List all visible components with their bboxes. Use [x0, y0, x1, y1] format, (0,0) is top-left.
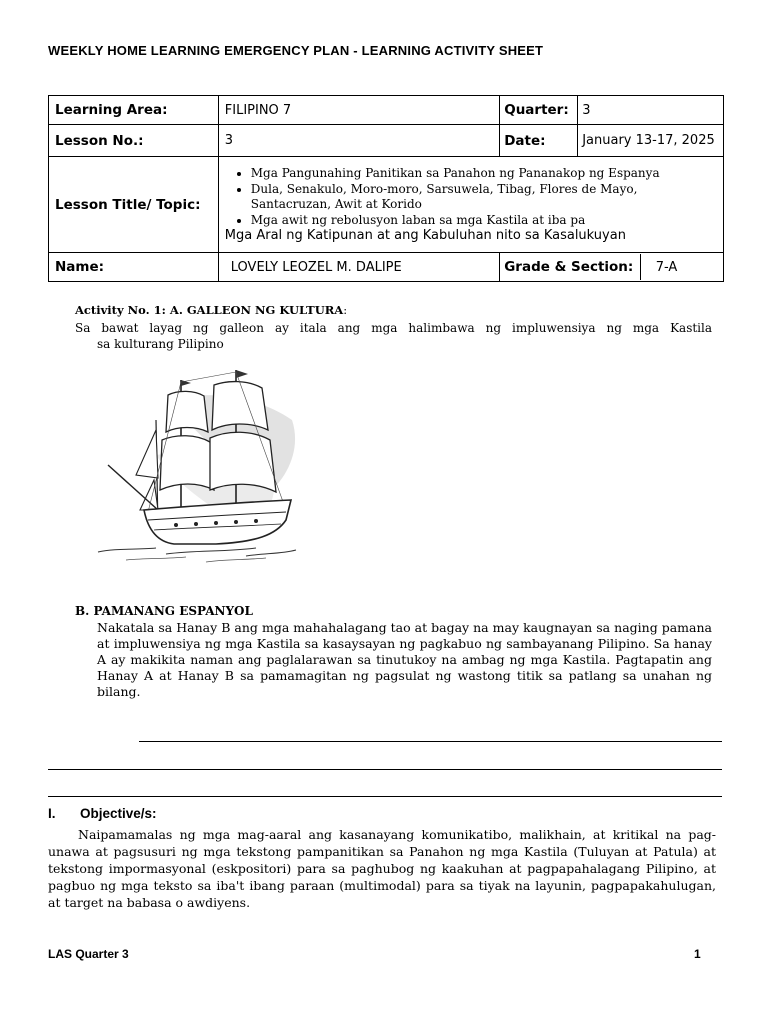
date-label: Date:: [500, 125, 578, 157]
row-name: [49, 253, 724, 282]
name-value: LOVELY LEOZEL M. DALIPE: [218, 253, 499, 282]
lesson-topics-cell: [218, 157, 723, 253]
ship-icon: [96, 360, 301, 570]
lesson-info-table: [48, 95, 724, 282]
answer-line: [48, 796, 722, 797]
objectives-numeral: I.: [48, 806, 56, 821]
footer-label: LAS Quarter 3: [48, 947, 129, 961]
topic-item: • Mga awit ng rebolusyon laban sa mga Kastila at iba pa: [251, 213, 717, 229]
learning-area-label: Learning Area:: [49, 96, 219, 125]
document-title: WEEKLY HOME LEARNING EMERGENCY PLAN - LEARNING ACTIVITY SHEET: [48, 43, 544, 58]
activity1-prefix: Activity No. 1: A.: [75, 303, 187, 317]
activity1-instruction-line2: sa kulturang Pilipino: [97, 337, 224, 351]
topic-extra: Mga Aral ng Katipunan at ang Kabuluhan nito sa Kasalukuyan: [224, 228, 626, 243]
page-number: 1: [694, 947, 701, 961]
name-label: Name:: [49, 253, 219, 282]
activity1-title: GALLEON NG KULTURA: [186, 303, 344, 317]
activity1-instruction: [75, 320, 712, 352]
lesson-title-label: Lesson Title/ Topic:: [49, 157, 219, 253]
answer-line: [48, 769, 722, 770]
topic-item: • Dula, Senakulo, Moro-moro, Sarsuwela, Tibag, Flores de Mayo, Santacruzan, Awit at Korido: [251, 182, 717, 213]
topic-item: • Mga Pangunahing Panitikan sa Panahon ng Pananakop ng Espanya: [251, 166, 717, 182]
lesson-no-label: Lesson No.:: [49, 125, 219, 157]
row-lesson-no: [49, 125, 724, 157]
row-lesson-title: [49, 157, 724, 253]
grade-section-label: Grade & Section:: [504, 259, 634, 275]
activity1-heading: [75, 303, 347, 317]
grade-section-cell: [500, 253, 724, 282]
activity1-suffix: :: [343, 303, 348, 317]
answer-line: [139, 741, 722, 742]
objectives-heading: [48, 806, 157, 821]
activity1-instruction-line1: Sa bawat layag ng galleon ay itala ang mga halimbawa ng impluwensiya ng mga Kastila: [75, 321, 712, 335]
section-b-heading: B. PAMANANG ESPANYOL: [75, 604, 253, 618]
section-b-text: Nakatala sa Hanay B ang mga mahahalagang tao at bagay na may kaugnayan sa naging pamana at impluwensiya ng mga Kastila sa kasaysayan ng pagkabuo ng sambayanang Pilipino. Sa hanay A ay makikita naman ang paglalarawan sa tinutukoy na ambag ng mga Kastila. Pagtapatin ang Hanay A at Hanay B sa pamamagitan ng pagsulat ng wastong titik sa patlang sa unahan ng bilang.: [97, 620, 712, 699]
objectives-text: Naipamamalas ng mga mag-aaral ang kasanayang komunikatibo, malikhain, at kritikal na pag-unawa at pagsusuri ng mga tekstong pampanitikan sa Panahon ng mga Kastila (Tuluyan at Patula) at tekstong impormasyonal (eskpositori) para sa paghubog ng kaakuhan at pagpapahalagang Pilipino, at pagbuo ng mga teksto sa iba't ibang paraan (multimodal) para sa tiyak na layunin, pagpapakahulugan, at target na babasa o awdiyens.: [48, 827, 716, 910]
row-learning-area: [49, 96, 724, 125]
lesson-no-value: 3: [218, 125, 499, 157]
quarter-value: 3: [578, 96, 724, 125]
topics-list: [225, 166, 717, 228]
quarter-label: Quarter:: [500, 96, 578, 125]
date-value: January 13-17, 2025: [578, 125, 724, 157]
objectives-title: Objective/s:: [80, 806, 157, 821]
learning-area-value: FILIPINO 7: [218, 96, 499, 125]
grade-section-value: 7-A: [655, 260, 678, 275]
